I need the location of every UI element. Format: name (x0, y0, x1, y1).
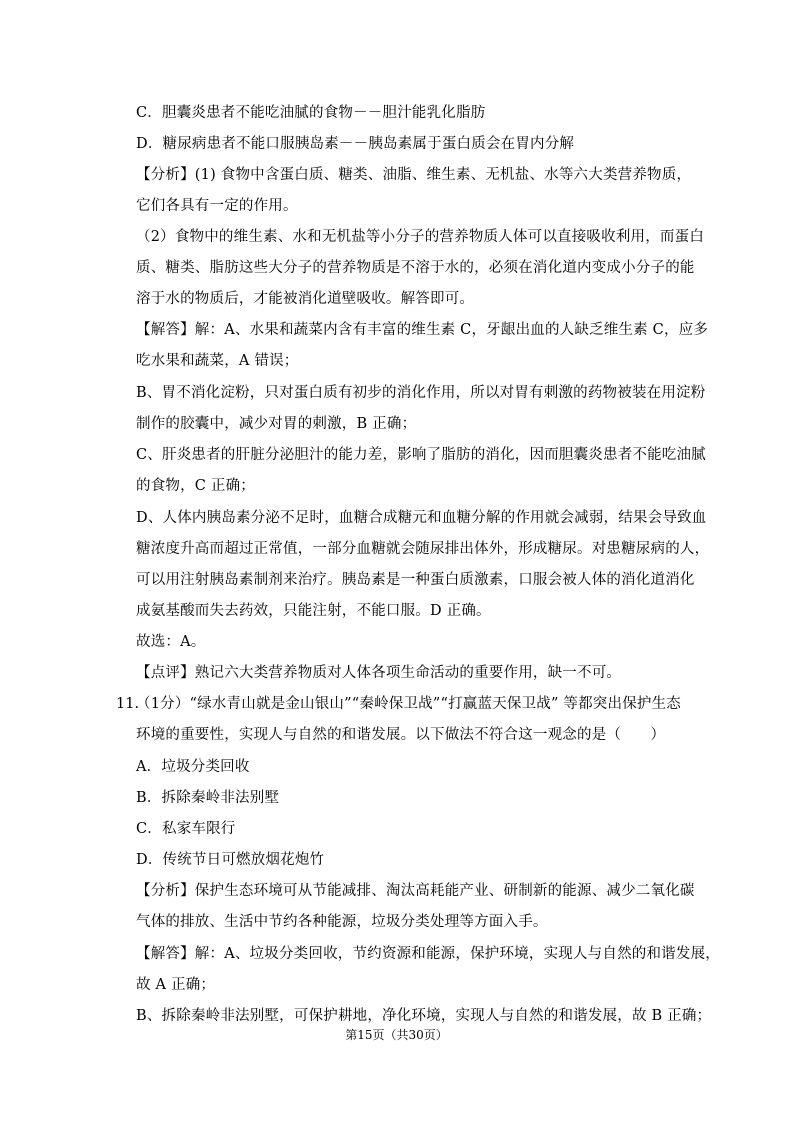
comment-line: 【点评】熟记六大类营养物质对人体各项生命活动的重要作用，缺一不可。 (136, 665, 622, 681)
answer-line: 吃水果和蔬菜，A 错误； (136, 353, 299, 369)
answer-line: 可以用注射胰岛素制剂来治疗。胰岛素是一种蛋白质激素，口服会被人体的消化道消化 (136, 572, 695, 588)
answer-line: B、胃不消化淀粉，只对蛋白质有初步的消化作用，所以对胃有刺激的药物被装在用淀粉 (136, 385, 706, 401)
option-c-prev: C．胆囊炎患者不能吃油腻的食物－－胆汁能乳化脂肪 (136, 105, 486, 121)
answer-line: 【解答】解：A、垃圾分类回收，节约资源和能源，保护环境，实现人与自然的和谐发展， (136, 946, 720, 962)
answer-line: 糖浓度升高而超过正常值，一部分血糖就会随尿排出体外，形成糖尿。对患糖尿病的人， (136, 541, 710, 557)
analysis-line: 【分析】保护生态环境可从节能减排、淘汰高耗能产业、研制新的能源、减少二氧化碳 (136, 883, 695, 899)
choice-line: 故选：A。 (136, 634, 206, 650)
answer-line: 成氨基酸而失去药效，只能注射，不能口服。D 正确。 (136, 603, 491, 619)
option-d: D．传统节日可燃放烟花炮竹 (136, 852, 325, 868)
answer-line: D、人体内胰岛素分泌不足时，血糖合成糖元和血糖分解的作用就会减弱，结果会导致血 (136, 510, 707, 526)
analysis-line: 质、糖类、脂肪这些大分子的营养物质是不溶于水的，必须在消化道内变成小分子的能 (136, 260, 695, 276)
analysis-line: 气体的排放、生活中节约各种能源，垃圾分类处理等方面入手。 (136, 914, 548, 930)
answer-line: 制作的胶囊中，减少对胃的刺激，B 正确； (136, 416, 417, 432)
answer-line: 故 A 正确； (136, 977, 216, 993)
option-a: A．垃圾分类回收 (136, 759, 250, 775)
option-b: B．拆除秦岭非法别墅 (136, 790, 280, 806)
analysis-line: 溶于水的物质后，才能被消化道壁吸收。解答即可。 (136, 291, 475, 307)
question-number: 11. (116, 696, 140, 712)
question-stem: （1分）“绿水青山就是金山银山”“秦岭保卫战”“打赢蓝天保卫战” 等都突出保护生态 (136, 696, 682, 712)
analysis-line: 【分析】(1) 食物中含蛋白质、糖类、油脂、维生素、无机盐、水等六大类营养物质， (136, 167, 692, 183)
answer-line: C、肝炎患者的肝脏分泌胆汁的能力差，影响了脂肪的消化，因而胆囊炎患者不能吃油腻 (136, 447, 706, 463)
answer-line: B、拆除秦岭非法别墅，可保护耕地，净化环境，实现人与自然的和谐发展，故 B 正确； (136, 1008, 712, 1024)
answer-line: 的食物，C 正确； (136, 478, 256, 494)
page-footer: 第15页（共30页） (345, 1028, 448, 1042)
answer-line: 【解答】解：A、水果和蔬菜内含有丰富的维生素 C，牙龈出血的人缺乏维生素 C，应多 (136, 322, 709, 338)
analysis-line: 它们各具有一定的作用。 (136, 198, 298, 214)
option-d-prev: D．糖尿病患者不能口服胰岛素－－胰岛素属于蛋白质会在胃内分解 (136, 136, 575, 152)
option-c: C．私家车限行 (136, 821, 236, 837)
analysis-line: （2）食物中的维生素、水和无机盐等小分子的营养物质人体可以直接吸收利用，而蛋白 (136, 229, 705, 245)
question-stem: 环境的重要性，实现人与自然的和谐发展。以下做法不符合这一观念的是（ ） (136, 727, 666, 743)
